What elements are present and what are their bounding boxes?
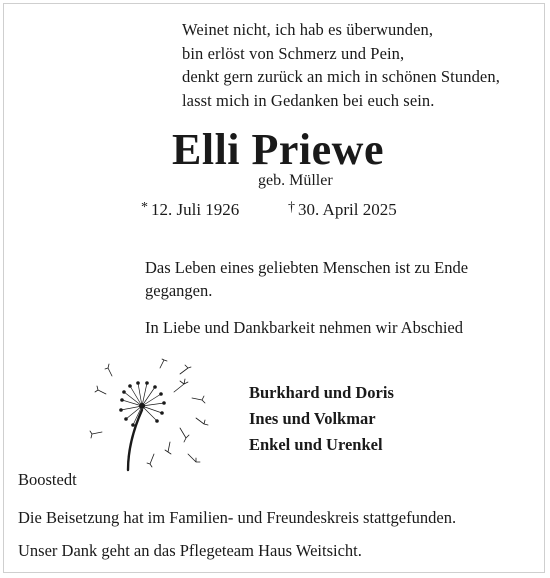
- death-info: [288, 200, 397, 220]
- poem-line: denkt gern zurück an mich in schönen Stunden,: [182, 67, 500, 86]
- poem-line: bin erlöst von Schmerz und Pein,: [182, 43, 405, 63]
- mourner-entry: Enkel und Urenkel: [249, 435, 383, 454]
- thanks-note: Unser Dank geht an das Pflegeteam Haus Weitsicht.: [18, 541, 362, 560]
- burial-note: Die Beisetzung hat im Familien- und Freundeskreis stattgefunden.: [18, 508, 457, 527]
- poem-line: Weinet nicht, ich hab es überwunden,: [182, 20, 434, 39]
- death-symbol: †: [288, 200, 295, 215]
- mourners-list: [249, 380, 394, 458]
- gratitude-line: In Liebe und Dankbarkeit nehmen wir Abschied: [145, 318, 463, 337]
- birth-info: [141, 200, 239, 220]
- farewell-paragraph: Das Leben eines geliebten Menschen ist zu Ende gegangen.: [145, 258, 469, 300]
- dandelion-icon: [84, 358, 220, 490]
- poem: [182, 18, 522, 112]
- birth-symbol: *: [141, 200, 148, 215]
- maiden-name: geb. Müller: [258, 172, 333, 189]
- mourner-entry: Burkhard und Doris: [249, 383, 394, 402]
- mourner-entry: Ines und Volkmar: [249, 409, 376, 428]
- deceased-name: Elli Priewe: [172, 125, 384, 174]
- poem-line: lasst mich in Gedanken bei euch sein.: [182, 90, 435, 110]
- birth-date: 12. Juli 1926: [151, 200, 240, 219]
- location: Boostedt: [18, 470, 77, 489]
- death-date: 30. April 2025: [298, 200, 397, 219]
